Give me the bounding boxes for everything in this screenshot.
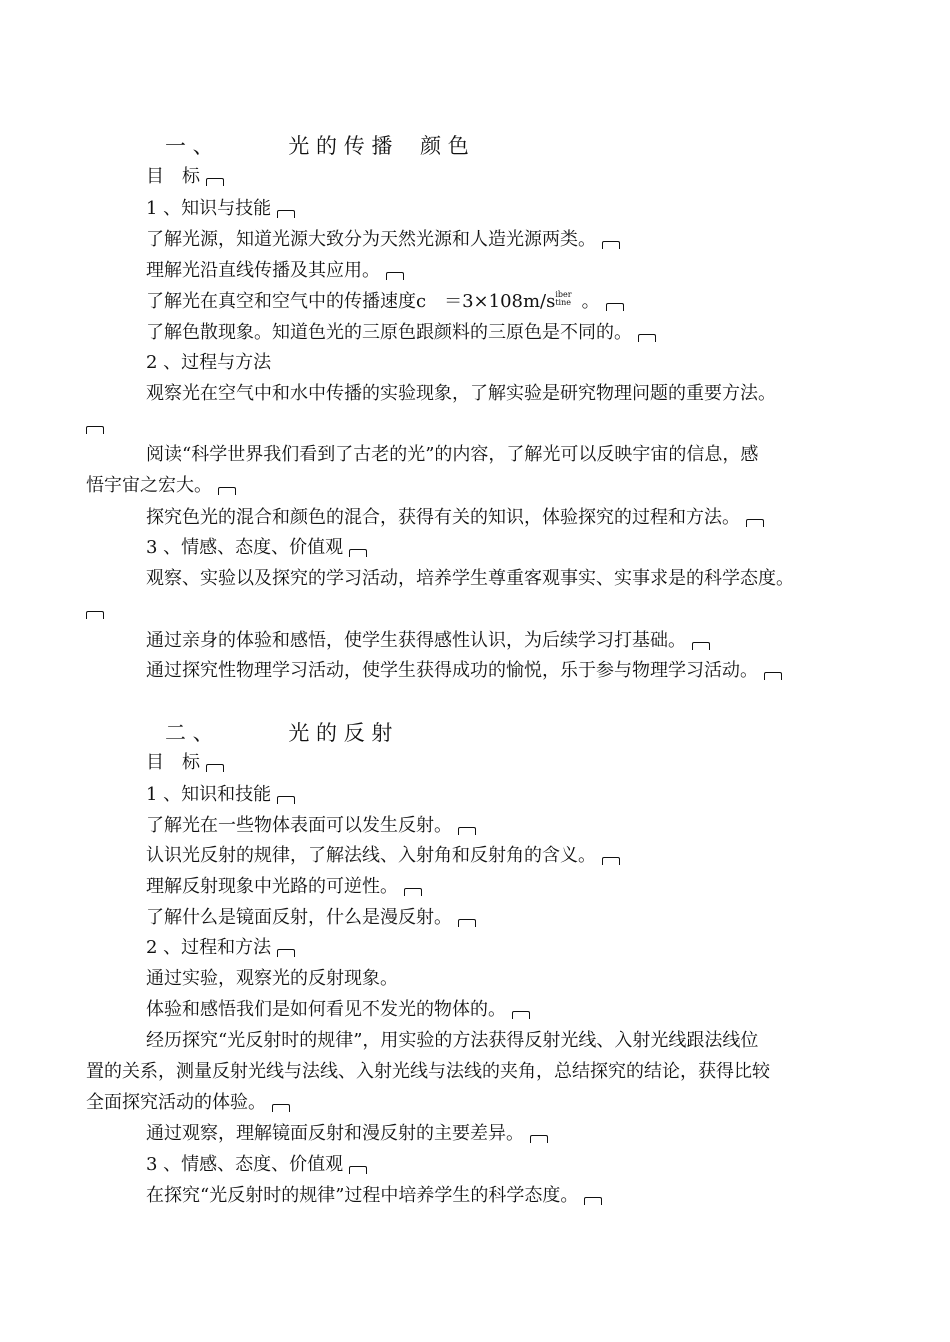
- return-mark-icon: [458, 827, 476, 835]
- paragraph: [86, 475, 236, 497]
- return-mark-icon: [206, 764, 224, 772]
- subheading-text: 3 、情感、态度、价值观: [146, 1154, 344, 1175]
- subheading: [146, 537, 367, 559]
- paragraph: [146, 845, 620, 867]
- return-mark-icon: [584, 1197, 602, 1205]
- return-mark-icon: [277, 949, 295, 957]
- paragraph-text: 全面探究活动的体验。: [86, 1092, 266, 1113]
- paragraph-text: 了解光源，知道光源大致分为天然光源和人造光源两类。: [146, 229, 596, 250]
- paragraph: [146, 322, 656, 344]
- paragraph: [146, 660, 782, 682]
- paragraph-text: 了解光在一些物体表面可以发生反射。: [146, 815, 452, 836]
- paragraph-text: 悟宇宙之宏大。: [86, 475, 212, 496]
- paragraph: [146, 507, 764, 529]
- paragraph: [146, 229, 620, 251]
- paragraph: [146, 291, 624, 313]
- paragraph-text: 置的关系，测量反射光线与法线、入射光线与法线的夹角，总结探究的结论，获得比较: [86, 1061, 770, 1082]
- subheading-text: 1 、知识和技能: [146, 784, 272, 805]
- return-mark-icon: [512, 1011, 530, 1019]
- paragraph: [86, 1061, 770, 1083]
- paragraph-text: 观察光在空气中和水中传播的实验现象，了解实验是研究物理问题的重要方法。: [146, 383, 776, 404]
- return-mark-icon: [530, 1135, 548, 1143]
- return-mark-icon: [272, 1104, 290, 1112]
- return-mark-icon: [277, 796, 295, 804]
- return-mark-icon: [638, 334, 656, 342]
- section-title: [165, 720, 392, 746]
- goal-label: 目 标: [146, 752, 200, 773]
- return-mark-icon: [277, 210, 295, 218]
- superscript-note: [555, 291, 571, 307]
- subheading-text: 1 、知识与技能: [146, 198, 272, 219]
- return-mark-icon: [86, 426, 104, 434]
- return-mark-icon: [602, 857, 620, 865]
- return-mark-icon: [349, 1166, 367, 1174]
- paragraph-text: 在探究“光反射时的规律”过程中培养学生的科学态度。: [146, 1185, 579, 1206]
- paragraph: [146, 630, 710, 652]
- return-mark-icon: [746, 519, 764, 527]
- paragraph: [146, 876, 422, 898]
- paragraph-text: 理解光沿直线传播及其应用。: [146, 260, 380, 281]
- paragraph: [146, 907, 476, 929]
- return-mark-icon: [602, 241, 620, 249]
- paragraph: [146, 999, 530, 1021]
- subheading-text: 3 、情感、态度、价值观: [146, 537, 344, 558]
- return-mark-icon: [86, 611, 104, 619]
- paragraph-text: 通过实验，观察光的反射现象。: [146, 968, 398, 989]
- paragraph-text: 了解什么是镜面反射，什么是漫反射。: [146, 907, 452, 928]
- return-mark-icon: [386, 272, 404, 280]
- return-mark-icon: [692, 642, 710, 650]
- paragraph-text: 。: [581, 291, 600, 312]
- goal-label: 目 标: [146, 166, 200, 187]
- section-heading: 光 的 传 播 颜 色: [288, 134, 469, 158]
- paragraph: [146, 1185, 602, 1207]
- paragraph-text: 观察、实验以及探究的学习活动，培养学生尊重客观事实、实事求是的科学态度。: [146, 568, 794, 589]
- paragraph: [146, 260, 404, 282]
- paragraph-text: 通过观察，理解镜面反射和漫反射的主要差异。: [146, 1123, 524, 1144]
- paragraph-end: [86, 414, 104, 436]
- return-mark-icon: [606, 303, 624, 311]
- section-title: [165, 133, 469, 159]
- paragraph-text: 探究色光的混合和颜色的混合，获得有关的知识，体验探究的过程和方法。: [146, 507, 740, 528]
- goal-heading: [146, 752, 224, 774]
- paragraph: [146, 1030, 758, 1052]
- paragraph: [146, 1123, 548, 1145]
- return-mark-icon: [349, 549, 367, 557]
- return-mark-icon: [764, 672, 782, 680]
- superscript-top: iber: [555, 290, 572, 299]
- section-number: 二 、: [165, 721, 214, 745]
- paragraph-text: 理解反射现象中光路的可逆性。: [146, 876, 398, 897]
- return-mark-icon: [206, 178, 224, 186]
- section-heading: 光 的 反 射: [288, 721, 393, 745]
- paragraph-text: 通过探究性物理学习活动，使学生获得成功的愉悦，乐于参与物理学习活动。: [146, 660, 758, 681]
- paragraph-text: 了解光在真空和空气中的传播速度c ＝3×108m/s: [146, 291, 556, 312]
- paragraph: [146, 815, 476, 837]
- subheading: [146, 352, 271, 374]
- goal-heading: [146, 166, 224, 188]
- section-number: 一 、: [165, 134, 214, 158]
- return-mark-icon: [458, 919, 476, 927]
- paragraph: [146, 568, 794, 590]
- paragraph-text: 通过亲身的体验和感悟，使学生获得感性认识，为后续学习打基础。: [146, 630, 686, 651]
- subheading: [146, 1154, 367, 1176]
- subheading: [146, 784, 295, 806]
- paragraph: [86, 1092, 290, 1114]
- subheading-text: 2 、过程与方法: [146, 352, 272, 373]
- paragraph-end: [86, 599, 104, 621]
- paragraph-text: 认识光反射的规律，了解法线、入射角和反射角的含义。: [146, 845, 596, 866]
- paragraph-text: 了解色散现象。知道色光的三原色跟颜料的三原色是不同的。: [146, 322, 632, 343]
- return-mark-icon: [404, 888, 422, 896]
- paragraph: [146, 444, 758, 466]
- subheading: [146, 937, 295, 959]
- paragraph-text: 体验和感悟我们是如何看见不发光的物体的。: [146, 999, 506, 1020]
- paragraph: [146, 968, 398, 990]
- return-mark-icon: [218, 487, 236, 495]
- paragraph: [146, 383, 776, 405]
- superscript-bottom: tine: [555, 298, 572, 307]
- subheading: [146, 198, 295, 220]
- paragraph-text: 阅读“科学世界我们看到了古老的光”的内容，了解光可以反映宇宙的信息，感: [146, 444, 759, 465]
- subheading-text: 2 、过程和方法: [146, 937, 272, 958]
- paragraph-text: 经历探究“光反射时的规律”，用实验的方法获得反射光线、入射光线跟法线位: [146, 1030, 759, 1051]
